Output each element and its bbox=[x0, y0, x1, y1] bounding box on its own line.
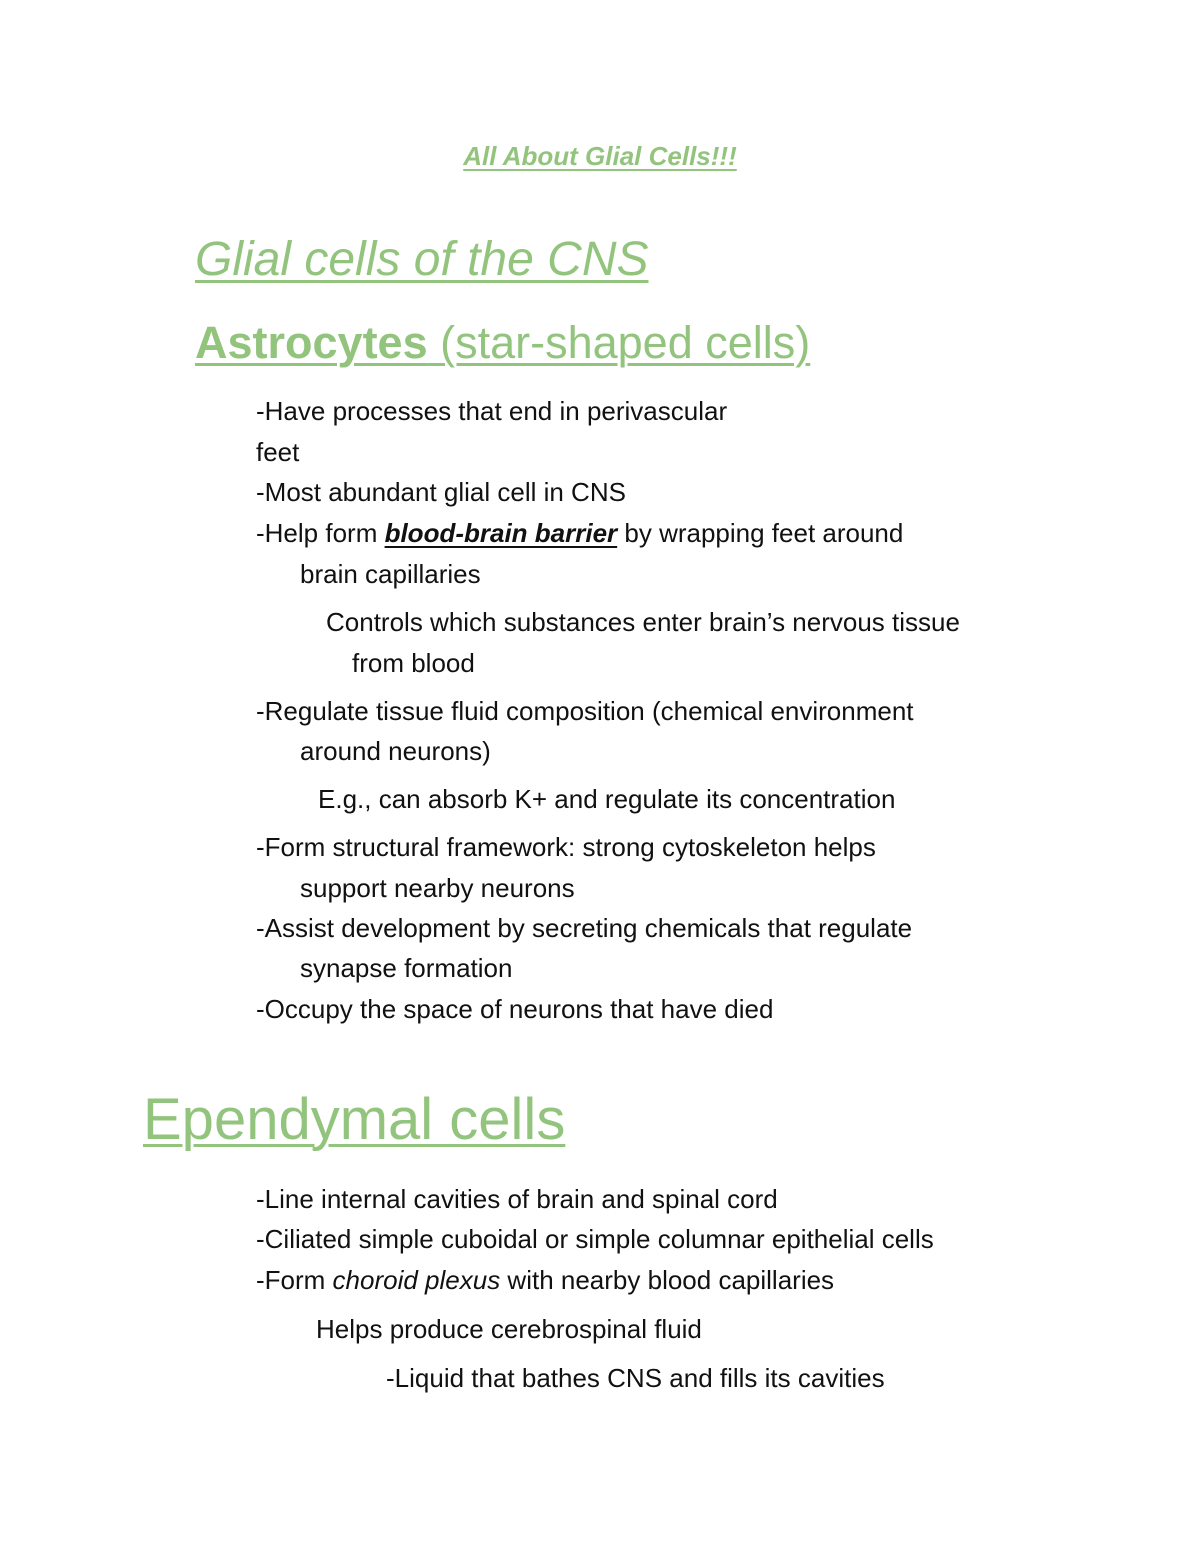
astrocytes-line-2: feet bbox=[256, 437, 300, 467]
astrocytes-heading bbox=[195, 318, 810, 368]
ependymal-line-3-prefix: -Form bbox=[256, 1265, 333, 1295]
ependymal-heading: Ependymal cells bbox=[143, 1087, 566, 1152]
astrocytes-line-12: support nearby neurons bbox=[300, 873, 575, 903]
astrocytes-line-6: Controls which substances enter brain’s nervous tissue bbox=[326, 607, 960, 637]
document-title: All About Glial Cells!!! bbox=[463, 141, 737, 171]
astrocytes-heading-description: (star-shaped cells) bbox=[427, 317, 811, 368]
astrocytes-line-8: -Regulate tissue fluid composition (chemical environment bbox=[256, 696, 914, 726]
ependymal-line-5: -Liquid that bathes CNS and fills its cavities bbox=[386, 1363, 885, 1393]
ependymal-line-4: Helps produce cerebrospinal fluid bbox=[316, 1314, 702, 1344]
astrocytes-line-3: -Most abundant glial cell in CNS bbox=[256, 477, 626, 507]
astrocytes-line-4-suffix: by wrapping feet around bbox=[617, 518, 904, 548]
ependymal-line-1: -Line internal cavities of brain and spinal cord bbox=[256, 1184, 778, 1214]
choroid-plexus-term: choroid plexus bbox=[332, 1265, 501, 1295]
blood-brain-barrier-term: blood-brain barrier bbox=[384, 518, 618, 548]
ependymal-line-2: -Ciliated simple cuboidal or simple columnar epithelial cells bbox=[256, 1224, 934, 1254]
astrocytes-line-9: around neurons) bbox=[300, 736, 491, 766]
cns-section-heading: Glial cells of the CNS bbox=[195, 233, 649, 286]
astrocytes-line-4 bbox=[256, 520, 903, 546]
astrocytes-line-7: from blood bbox=[352, 648, 475, 678]
astrocytes-line-15: -Occupy the space of neurons that have died bbox=[256, 994, 774, 1024]
astrocytes-line-13: -Assist development by secreting chemicals that regulate bbox=[256, 913, 913, 943]
astrocytes-line-4-prefix: -Help form bbox=[256, 518, 385, 548]
ependymal-line-3 bbox=[256, 1267, 834, 1293]
ependymal-line-3-suffix: with nearby blood capillaries bbox=[500, 1265, 835, 1295]
astrocytes-line-1: -Have processes that end in perivascular bbox=[256, 396, 728, 426]
astrocytes-line-11: -Form structural framework: strong cytoskeleton helps bbox=[256, 832, 876, 862]
astrocytes-heading-name: Astrocytes bbox=[195, 317, 428, 368]
astrocytes-line-5: brain capillaries bbox=[300, 559, 481, 589]
astrocytes-line-10: E.g., can absorb K+ and regulate its concentration bbox=[318, 784, 896, 814]
astrocytes-line-14: synapse formation bbox=[300, 953, 513, 983]
